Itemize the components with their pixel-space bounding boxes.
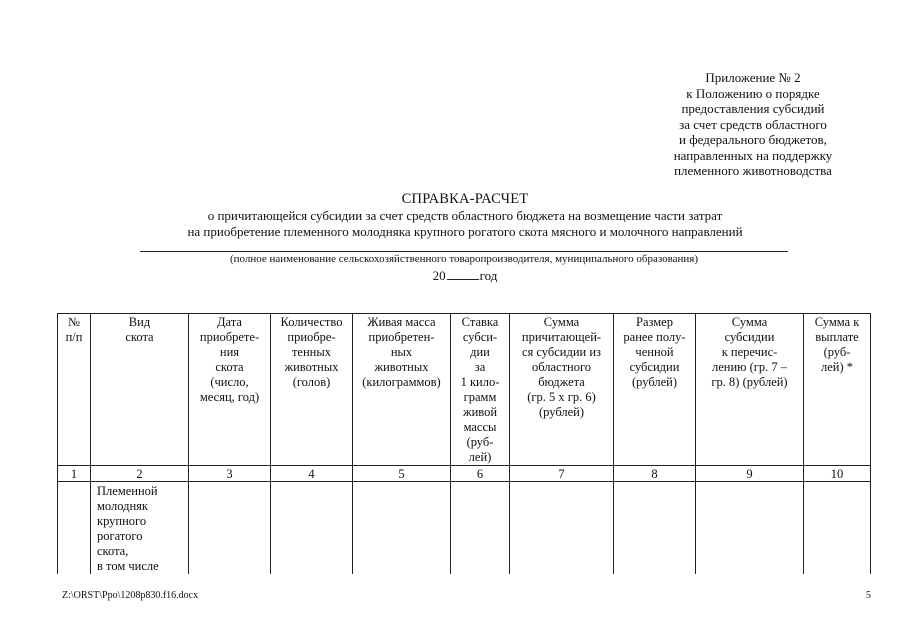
text-line: месяц, год) xyxy=(199,390,260,404)
text-line: Ставка xyxy=(461,315,499,329)
text-line: Сумма xyxy=(543,315,580,329)
page-number: 5 xyxy=(866,590,871,601)
text-line: тенных xyxy=(291,345,332,359)
annex-line: и федерального бюджетов, xyxy=(679,132,827,147)
text-line: (голов) xyxy=(292,375,331,389)
text-line: субсидии xyxy=(629,360,680,374)
text-line: лению (гр. 7 – xyxy=(711,360,788,374)
text-line: ранее полу- xyxy=(623,330,686,344)
header-col-5 xyxy=(353,314,451,466)
text-line: крупного xyxy=(97,514,147,528)
text-line: Живая масса xyxy=(367,315,436,329)
cell-previous-subsidy xyxy=(614,482,696,575)
text-line: (число, xyxy=(210,375,249,389)
annex-line: за счет средств областного xyxy=(679,116,827,132)
text-line: рогатого xyxy=(97,529,143,543)
column-number: 2 xyxy=(91,466,189,482)
column-number: 3 xyxy=(189,466,271,482)
header-col-3 xyxy=(189,314,271,466)
text-line: бюджета xyxy=(538,375,585,389)
text-line: субси- xyxy=(462,330,498,344)
text-line: за xyxy=(474,360,486,374)
cell-purchase-date xyxy=(189,482,271,575)
text-line: Племенной xyxy=(97,484,158,498)
text-line: п/п xyxy=(65,330,83,344)
text-line: молодняк xyxy=(97,499,148,513)
text-line: лей) xyxy=(468,450,492,464)
year-field xyxy=(390,268,540,284)
column-number: 6 xyxy=(451,466,510,482)
header-col-7 xyxy=(510,314,614,466)
annex-line: Приложение № 2 xyxy=(705,70,801,85)
text-line: приобрете- xyxy=(199,330,260,344)
text-line: Сумма к xyxy=(814,315,860,329)
text-line: скота, xyxy=(97,544,129,558)
text-line: № xyxy=(68,315,80,329)
text-line: ния xyxy=(219,345,240,359)
text-line: животных xyxy=(374,360,429,374)
table-header-row xyxy=(58,314,871,466)
organization-name-line xyxy=(140,251,788,252)
document-subtitle-line-2: на приобретение племенного молодняка крупного рогатого скота мясного и молочного направлений xyxy=(187,223,743,239)
text-line: Количество xyxy=(280,315,343,329)
text-line: Дата xyxy=(217,315,242,329)
text-line: лей) * xyxy=(820,360,853,374)
header-col-8 xyxy=(614,314,696,466)
text-line: в том числе xyxy=(97,559,159,573)
document-subtitle-line-1: о причитающейся субсидии за счет средств областного бюджета на возмещение части затрат xyxy=(207,208,723,223)
text-line: Сумма xyxy=(731,315,768,329)
text-line: приобретен- xyxy=(368,330,435,344)
file-path: Z:\ORST\Ppo\1208p830.f16.docx xyxy=(62,590,199,601)
cell-livestock-kind xyxy=(91,482,189,575)
text-line: ных xyxy=(390,345,413,359)
text-line: (килограммов) xyxy=(362,375,441,389)
text-line: причитающей- xyxy=(521,330,602,344)
column-number: 10 xyxy=(804,466,871,482)
text-line: массы xyxy=(463,420,497,434)
column-number: 9 xyxy=(696,466,804,482)
header-col-4 xyxy=(271,314,353,466)
column-number: 1 xyxy=(58,466,91,482)
column-number: 8 xyxy=(614,466,696,482)
document-title: СПРАВКА-РАСЧЕТ xyxy=(401,191,529,207)
year-prefix: 20 xyxy=(432,268,446,283)
text-line: гр. 8) (рублей) xyxy=(711,375,788,389)
text-line: грамм xyxy=(463,390,497,404)
text-line: Размер xyxy=(636,315,673,329)
text-line: (руб- xyxy=(823,345,851,359)
column-number-row xyxy=(58,466,871,482)
year-suffix: год xyxy=(479,268,498,283)
annex-reference xyxy=(628,70,878,179)
annex-line: направленных на поддержку xyxy=(673,147,833,163)
header-col-9 xyxy=(696,314,804,466)
text-line: ченной xyxy=(635,345,674,359)
text-line: Вид xyxy=(128,315,151,329)
cell-no xyxy=(58,482,91,575)
text-line: (гр. 5 х гр. 6) xyxy=(527,390,596,404)
header-col-6 xyxy=(451,314,510,466)
column-number: 4 xyxy=(271,466,353,482)
document-heading xyxy=(100,190,830,239)
text-line: областного xyxy=(531,360,592,374)
year-blank xyxy=(447,268,479,280)
text-line: субсидии xyxy=(724,330,775,344)
organization-name-hint: (полное наименование сельскохозяйственного товаропроизводителя, муниципального образования) xyxy=(229,253,699,265)
text-line: (руб- xyxy=(466,435,494,449)
text-line: дии xyxy=(470,345,490,359)
annex-line: племенного животноводства xyxy=(674,163,832,178)
annex-line: предоставления субсидий xyxy=(681,101,825,116)
table-row xyxy=(58,482,871,575)
text-line: скота xyxy=(125,330,154,344)
cell-payout-sum xyxy=(804,482,871,575)
cell-live-weight xyxy=(353,482,451,575)
header-col-2 xyxy=(91,314,189,466)
cell-transfer-sum xyxy=(696,482,804,575)
cell-subsidy-rate xyxy=(451,482,510,575)
annex-line: к Положению о порядке xyxy=(686,85,820,101)
text-line: (рублей) xyxy=(538,405,585,419)
text-line: ся субсидии из xyxy=(522,345,601,359)
text-line: к перечис- xyxy=(721,345,778,359)
column-number: 7 xyxy=(510,466,614,482)
text-line: 1 кило- xyxy=(460,375,500,389)
cell-animal-count xyxy=(271,482,353,575)
text-line: живой xyxy=(462,405,498,419)
cell-subsidy-sum xyxy=(510,482,614,575)
calculation-table xyxy=(57,313,871,574)
header-col-1 xyxy=(58,314,91,466)
text-line: скота xyxy=(215,360,244,374)
text-line: выплате xyxy=(815,330,859,344)
column-number: 5 xyxy=(353,466,451,482)
text-line: животных xyxy=(284,360,339,374)
text-line: (рублей) xyxy=(631,375,678,389)
header-col-10 xyxy=(804,314,871,466)
text-line: приобре- xyxy=(287,330,336,344)
